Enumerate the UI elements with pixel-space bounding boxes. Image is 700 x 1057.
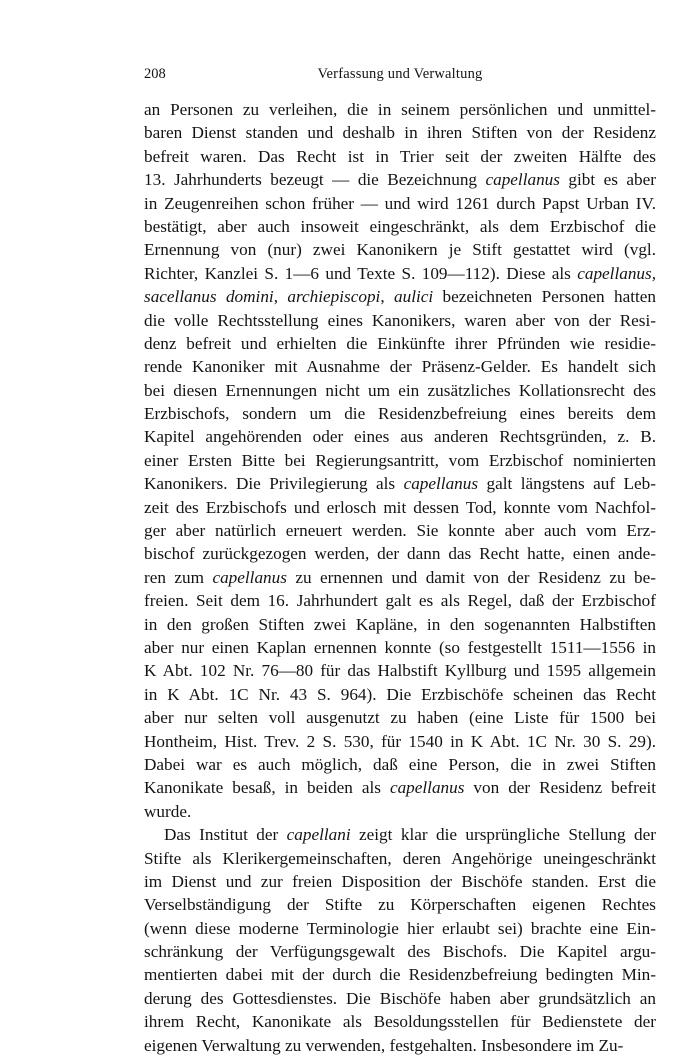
text-run: Stifte als Klerikergemeinschaften, deren Angehörige uneingeschränkt (144, 848, 656, 868)
text-line (144, 683, 656, 706)
text-run: , (273, 287, 288, 307)
text-run: Ernennung von (nur) zwei Kanonikern je Stift gestattet wird (vgl. (144, 240, 656, 260)
text-run: mentierten dabei mit der durch die Residenzbefreiung bedingten Min- (144, 965, 656, 985)
italic-term: capellanus (389, 778, 465, 798)
running-title: Verfassung und Verwaltung (317, 66, 483, 82)
text-line (144, 355, 656, 378)
text-run: ren zum (144, 567, 213, 587)
text-line (144, 823, 656, 846)
text-line (144, 776, 656, 799)
text-run: schränkung der Verfügungsgewalt des Bischofs. Die Kapitel argu- (144, 942, 656, 962)
text-line (144, 847, 656, 870)
text-run: bischof zurückgezogen werden, der dann das Recht hatte, einen ande- (144, 544, 656, 564)
text-line (144, 566, 656, 589)
text-run: , (380, 287, 394, 307)
text-line (144, 238, 656, 261)
text-run: freien. Seit dem 16. Jahrhundert galt es als Regel, daß der Erzbischof (144, 591, 656, 611)
text-run: gibt es aber (559, 170, 656, 190)
text-line (144, 1034, 656, 1057)
text-line (144, 870, 656, 893)
text-run: in K Abt. 1C Nr. 43 S. 964). Die Erzbischöfe scheinen das Recht (144, 684, 656, 704)
text-run: galt längstens auf Leb- (478, 474, 656, 494)
text-run: an Personen zu verleihen, die in seinem persönlichen und unmittel- (144, 100, 656, 119)
text-line (144, 519, 656, 542)
italic-term: capellanus (212, 567, 287, 587)
text-run: Richter, Kanzlei S. 1—6 und Texte S. 109—112). Diese als (144, 263, 578, 283)
text-line (144, 145, 656, 168)
text-run: K Abt. 102 Nr. 76—80 für das Halbstift Kyllburg und 1595 allgemein (144, 661, 656, 681)
text-run: eigenen Verwaltung zu verwenden, festgehalten. Insbesondere im Zu- (144, 1035, 624, 1055)
text-run: in Zeugenreihen schon früher — und wird 1261 durch Papst Urban IV. (144, 193, 656, 213)
text-run: befreit waren. Das Recht ist in Trier seit der zweiten Hälfte des (144, 146, 656, 166)
text-line (144, 963, 656, 986)
text-run: Hontheim, Hist. Trev. 2 S. 530, für 1540 in K Abt. 1C Nr. 30 S. 29). (144, 731, 656, 751)
text-line (144, 379, 656, 402)
text-line (144, 987, 656, 1010)
text-run: aber nur selten voll ausgenutzt zu haben (eine Liste für 1500 bei (144, 708, 656, 728)
italic-term: aulici (394, 287, 434, 307)
text-run: einer Ersten Bitte bei Regierungsantritt, vom Erzbischof nominierten (144, 450, 656, 470)
text-run: bei diesen Ernennungen nicht um ein zusätzliches Kollationsrecht des (144, 380, 656, 400)
text-run: bestätigt, aber auch insoweit eingeschränkt, als dem Erzbischof die (144, 216, 656, 236)
text-line (144, 659, 656, 682)
text-run: rende Kanoniker mit Ausnahme der Präsenz-Gelder. Es handelt sich (144, 357, 656, 377)
italic-term: capellani (286, 825, 351, 845)
text-run: Erzbischofs, sondern um die Residenzbefreiung eines bereits dem (144, 404, 656, 424)
text-line (144, 753, 656, 776)
italic-term: capellanus, (577, 263, 656, 283)
text-run: zeigt klar die ursprüngliche Stellung der (350, 825, 656, 845)
text-run: Kapitel angehörenden oder eines aus anderen Rechtsgründen, z. B. (144, 427, 656, 447)
text-run: 13. Jahrhunderts bezeugt — die Bezeichnung (144, 170, 486, 190)
text-line (144, 309, 656, 332)
text-line (144, 940, 656, 963)
text-line (144, 636, 656, 659)
text-line (144, 332, 656, 355)
text-run: in den großen Stiften zwei Kapläne, in den sogenannten Halbstiften (144, 614, 656, 634)
text-line (144, 402, 656, 425)
text-run: denz befreit und erhielten die Einkünfte ihrer Pfründen wie residie- (144, 333, 656, 353)
italic-term: capellanus (485, 170, 560, 190)
text-line (144, 1010, 656, 1033)
text-line (144, 449, 656, 472)
text-line (144, 262, 656, 285)
page-number: 208 (144, 66, 166, 82)
text-line (144, 893, 656, 916)
text-line (144, 285, 656, 308)
text-run: (wenn diese moderne Terminologie hier erlaubt sei) brachte eine Ein- (144, 918, 656, 938)
text-run: im Dienst und zur freien Disposition der Bischöfe standen. Erst die (144, 871, 656, 891)
running-header (144, 64, 656, 84)
text-run: bezeichneten Personen hatten (433, 287, 657, 307)
text-line (144, 917, 656, 940)
text-run: wurde. (144, 801, 192, 821)
body-text (144, 98, 656, 1057)
text-run: zeit des Erzbischofs und erlosch mit dessen Tod, konnte vom Nachfol- (144, 497, 656, 517)
text-line (144, 215, 656, 238)
text-run: die volle Rechtsstellung eines Kanonikers, waren aber von der Resi- (144, 310, 656, 330)
text-run: Kanonikers. Die Privilegierung als (144, 474, 404, 494)
text-run: Dabei war es auch möglich, daß eine Person, die in zwei Stiften (144, 754, 656, 774)
text-line (144, 496, 656, 519)
italic-term: sacellanus domini (144, 287, 274, 307)
text-run: Verselbständigung der Stifte zu Körperschaften eigenen Rechtes (144, 895, 656, 915)
text-line (144, 98, 656, 121)
text-line (144, 706, 656, 729)
text-line (144, 425, 656, 448)
italic-term: archiepiscopi (287, 287, 381, 307)
text-line (144, 192, 656, 215)
text-run: baren Dienst standen und deshalb in ihren Stiften von der Residenz (144, 123, 656, 143)
text-run: Kanonikate besaß, in beiden als (144, 778, 390, 798)
text-line (144, 800, 656, 823)
text-run: Das Institut der (164, 825, 287, 845)
text-run: von der Residenz befreit (464, 778, 657, 798)
text-run: zu ernennen und damit von der Residenz zu be- (286, 567, 657, 587)
text-line (144, 613, 656, 636)
text-line (144, 542, 656, 565)
italic-term: capellanus (403, 474, 479, 494)
text-line (144, 730, 656, 753)
text-run: ger aber natürlich erneuert werden. Sie konnte aber auch vom Erz- (144, 521, 656, 541)
text-run: ihrem Recht, Kanonikate als Besoldungsstellen für Bedienstete der (144, 1012, 656, 1032)
text-line (144, 168, 656, 191)
text-line (144, 589, 656, 612)
text-line (144, 472, 656, 495)
text-run: derung des Gottesdienstes. Die Bischöfe haben aber grundsätzlich an (144, 988, 656, 1008)
text-run: aber nur einen Kaplan ernennen konnte (so festgestellt 1511—1556 in (144, 637, 656, 657)
text-line (144, 121, 656, 144)
